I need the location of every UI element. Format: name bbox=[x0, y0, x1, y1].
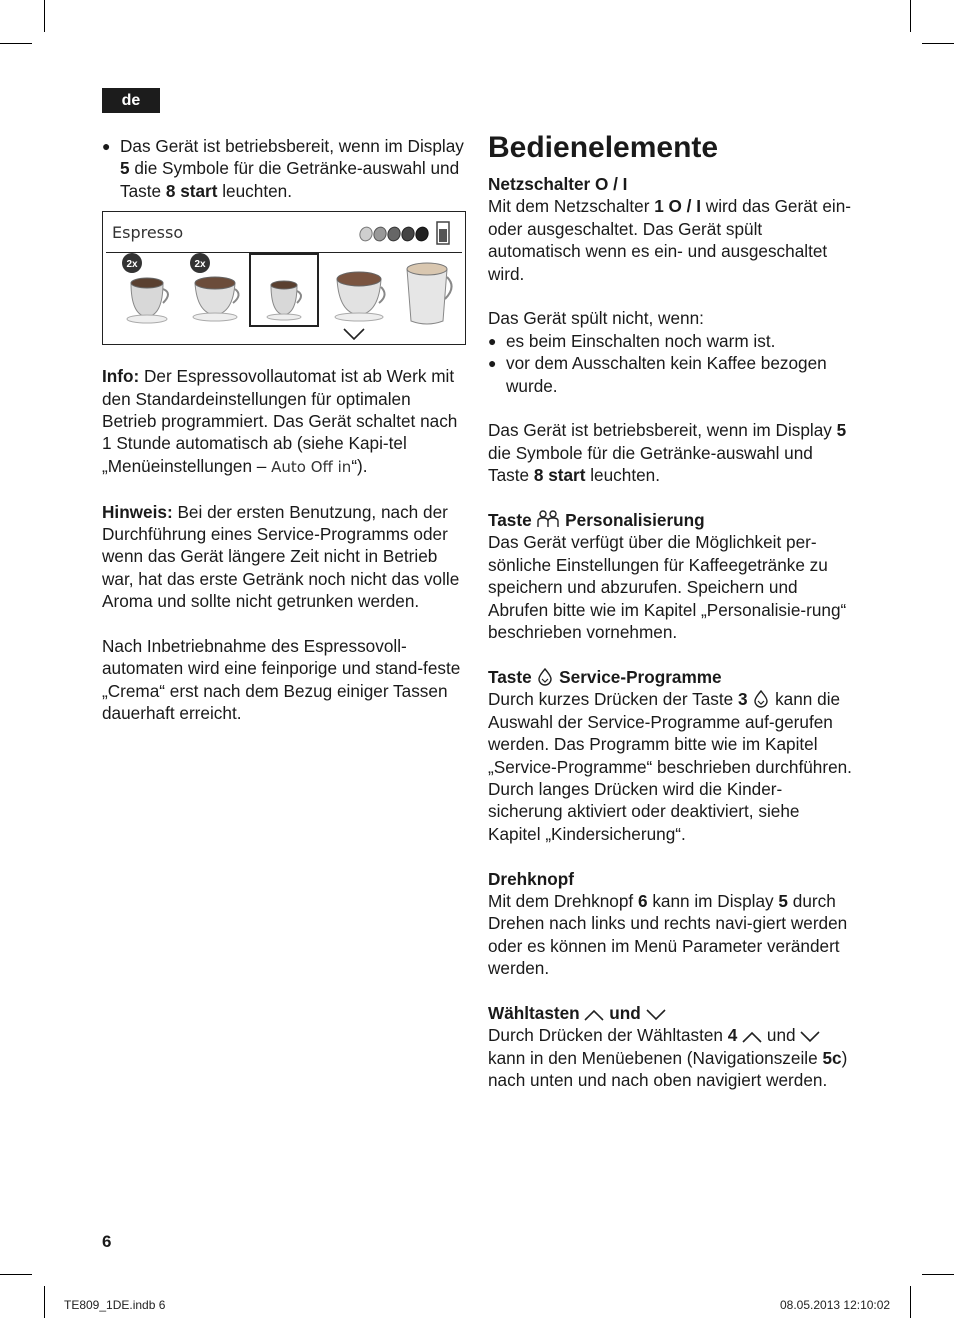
footer-file: TE809_1DE.indb 6 bbox=[64, 1298, 166, 1312]
coffee-icon[interactable] bbox=[329, 257, 389, 325]
crop-mark bbox=[910, 0, 911, 32]
hinweis-paragraph: Hinweis: Bei der ersten Benutzung, nach der Durchführung eines Service-Programms oder wenn das Gerät längere Zeit nicht in Betrieb war, hat das erste Getränk noch nicht das volle Aroma und sollte nicht getrunken werden. bbox=[102, 501, 460, 612]
drink-selection-row bbox=[103, 253, 465, 331]
section-heading: Bedienelemente bbox=[488, 131, 719, 164]
badge-2x-icon bbox=[121, 251, 147, 293]
service-drop-icon bbox=[752, 690, 770, 708]
display-header bbox=[106, 212, 462, 253]
chevron-up-icon bbox=[742, 1030, 762, 1044]
service-text-long: Durch langes Drücken wird die Kinder-sicherung aktiviert oder deaktiviert, siehe Kapitel „Kindersicherung“. bbox=[488, 778, 800, 844]
crop-mark bbox=[922, 43, 954, 44]
netz-text: Mit dem Netzschalter 1 O / I wird das Gerät ein- oder ausgeschaltet. Das Gerät spült automatisch wenn es ein- und ausgeschaltet wird. bbox=[488, 196, 851, 284]
netz-title: Netzschalter O / I bbox=[488, 174, 628, 194]
right-column bbox=[488, 131, 856, 1092]
netz-not-rinse: Das Gerät spült nicht, wenn: bbox=[488, 308, 704, 329]
water-level-icon bbox=[436, 221, 450, 245]
service-text: Durch kurzes Drücken der Taste 3 kann die Auswahl der Service-Programme auf-gerufen werden. Das Programm bitte wie im Kapitel „Service-Programme“ beschrieben durchführen. bbox=[488, 689, 852, 777]
wahl-text: Durch Drücken der Wähltasten 4 und kann in den Menüebenen (Navigationszeile 5c) nach unten und nach oben navigiert werden. bbox=[488, 1025, 848, 1091]
info-paragraph: Info: Der Espressovollautomat ist ab Werk mit den Standardeinstellungen für optimalen Betrieb programmiert. Das Gerät schaltet nach 1 Stunde automatisch ab (siehe Kapi-tel „Menüeinstellungen – Auto Off in“). bbox=[102, 366, 458, 476]
footer-date: 08.05.2013 12:10:02 bbox=[780, 1298, 891, 1312]
chevron-down-icon bbox=[343, 328, 365, 340]
netz-ready-text: Das Gerät ist betriebsbereit, wenn im Display 5 die Symbole für die Getränke-auswahl und Taste 8 start leuchten. bbox=[488, 420, 847, 486]
personalisation-icon bbox=[536, 509, 560, 529]
crop-mark bbox=[0, 43, 32, 44]
list-item: ● vor dem Ausschalten kein Kaffee bezogen wurde. bbox=[488, 352, 856, 397]
language-tab: de bbox=[102, 88, 160, 113]
crop-mark bbox=[922, 1274, 954, 1275]
display-title: Espresso bbox=[112, 223, 184, 243]
crema-paragraph: Nach Inbetriebnahme des Espressovoll-automaten wird eine feinporige und stand-feste „Crema“ erst nach dem Bezug einiger Tassen dauerhaft erreicht. bbox=[102, 636, 461, 724]
crop-mark bbox=[44, 0, 45, 32]
chevron-down-icon bbox=[646, 1008, 666, 1022]
personal-title: Taste Personalisierung bbox=[488, 510, 705, 531]
service-title: Taste Service-Programme bbox=[488, 666, 722, 687]
large-cup-icon[interactable] bbox=[397, 257, 457, 325]
crop-mark bbox=[910, 1286, 911, 1318]
crop-mark bbox=[44, 1286, 45, 1318]
page-number: 6 bbox=[102, 1232, 112, 1251]
chevron-up-icon bbox=[584, 1008, 604, 1022]
espresso-icon-selected[interactable] bbox=[249, 253, 319, 327]
strength-beans-icon bbox=[358, 221, 450, 245]
wahl-title: Wähltasten und bbox=[488, 1002, 856, 1024]
left-column bbox=[102, 135, 468, 725]
list-item: ● es beim Einschalten noch warm ist. bbox=[488, 330, 856, 352]
intro-bullet: ● Das Gerät ist betriebsbereit, wenn im Display 5 die Symbole für die Getränke-auswahl und Taste 8 start leuchten. bbox=[102, 135, 468, 202]
dreh-title: Drehknopf bbox=[488, 868, 574, 889]
service-drop-icon bbox=[536, 668, 554, 686]
badge-2x-icon bbox=[189, 251, 215, 293]
chevron-down-icon bbox=[800, 1030, 820, 1044]
dreh-text: Mit dem Drehknopf 6 kann im Display 5 durch Drehen nach links und rechts navi-giert werden oder es können im Menü Parameter verändert werden. bbox=[488, 890, 848, 979]
display-illustration bbox=[102, 211, 466, 345]
svg-text:2x: 2x bbox=[126, 259, 138, 271]
svg-text:2x: 2x bbox=[194, 259, 206, 271]
crop-mark bbox=[0, 1274, 32, 1275]
personal-text: Das Gerät verfügt über die Möglichkeit per-sönliche Einstellungen für Kaffeegetränke zu speichern und abzurufen. Speichern und Abrufen bitte wie im Kapitel „Personalisie-rung“ beschrieben vornehmen. bbox=[488, 532, 847, 643]
